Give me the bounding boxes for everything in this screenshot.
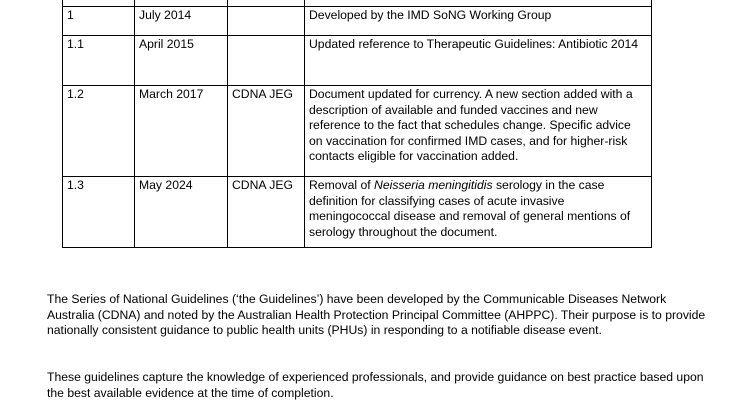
- date-cell: March 2017: [135, 86, 228, 177]
- approved-by-cell: CDNA JEG: [228, 86, 305, 177]
- date-cell: July 2014: [135, 7, 228, 36]
- change-text: Developed by the IMD SoNG Working Group: [309, 8, 552, 22]
- version-cell: 1: [63, 7, 135, 36]
- date-cell: April 2015: [135, 36, 228, 86]
- guidelines-scope-paragraph: These guidelines capture the knowledge of experienced professionals, and provide guidance on best practice based upon the best available evidence at the time of completion.: [47, 370, 704, 400]
- version-cell: 1.3: [63, 177, 135, 248]
- change-text: serology in the case definition for classifying cases of acute invasive meningococcal disease and removal of general mentions of serology throughout the document.: [309, 178, 631, 239]
- approved-by-cell: CDNA JEG: [228, 177, 305, 248]
- table-row: [63, 177, 652, 248]
- table-row: [63, 36, 652, 86]
- version-cell: 1.1: [63, 36, 135, 86]
- change-text: Updated reference to Therapeutic Guidelines: Antibiotic 2014: [309, 37, 639, 51]
- table-row: [63, 86, 652, 177]
- revision-table-body: [63, 0, 652, 248]
- version-cell: 1.2: [63, 86, 135, 177]
- change-cell: [305, 7, 652, 36]
- change-cell: [305, 177, 652, 248]
- change-text: Removal of: [309, 178, 375, 192]
- approved-by-cell: [228, 36, 305, 86]
- species-name: Neisseria meningitidis: [374, 178, 493, 192]
- change-cell: [305, 86, 652, 177]
- change-text: Document updated for currency. A new section added with a description of available and funded vaccines and new reference to the fact that schedules change. Specific advice on vaccination for confirmed IMD cases, and for higher-risk contacts eligible for vaccination added.: [309, 87, 633, 163]
- date-cell: May 2024: [135, 177, 228, 248]
- change-cell: [305, 36, 652, 86]
- approved-by-cell: [228, 7, 305, 36]
- revision-history-table: [62, 0, 652, 248]
- revision-table: [62, 0, 652, 248]
- guidelines-intro-paragraph: The Series of National Guidelines (‘the Guidelines’) have been developed by the Communicable Diseases Network Australia (CDNA) and noted by the Australian Health Protection Principal Committee (AHPPC). Their purpose is to provide nationally consistent guidance to public health units (PHUs) in responding to a notifiable disease event.: [47, 292, 706, 337]
- table-row: [63, 7, 652, 36]
